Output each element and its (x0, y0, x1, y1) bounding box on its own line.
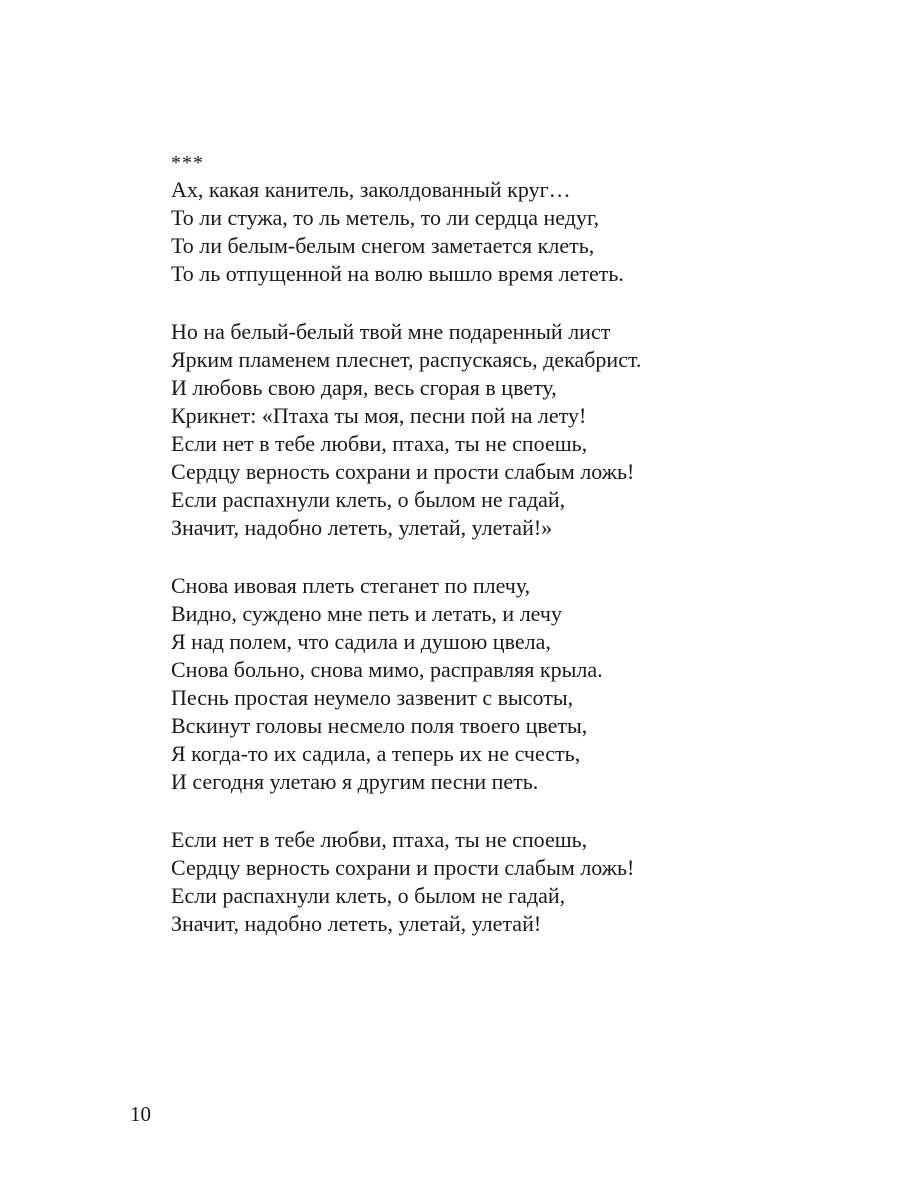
poem-line: Значит, надобно лететь, улетай, улетай! (171, 911, 542, 936)
poem-line: Ах, какая канитель, заколдованный круг… (171, 177, 571, 202)
poem-separator: *** (171, 152, 204, 174)
poem-line: Ярким пламенем плеснет, распускаясь, декабрист. (171, 347, 642, 372)
poem-line: Если распахнули клеть, о былом не гадай, (171, 883, 566, 908)
poem-line: Видно, суждено мне петь и летать, и лечу (171, 601, 562, 626)
poem-line: Я когда-то их садила, а теперь их не счесть, (171, 741, 581, 766)
poem-line: Вскинут головы несмело поля твоего цветы, (171, 713, 588, 738)
poem-line: Значит, надобно лететь, улетай, улетай!» (171, 515, 553, 540)
poem-line: Но на белый-белый твой мне подаренный лист (171, 319, 611, 344)
poem (171, 150, 811, 968)
stanza-4 (171, 826, 811, 938)
stanza-2 (171, 318, 811, 542)
poem-line: Я над полем, что садила и душою цвела, (171, 629, 551, 654)
page-number: 10 (130, 1102, 151, 1126)
poem-line: Если нет в тебе любви, птаха, ты не споешь, (171, 827, 588, 852)
poem-line: И сегодня улетаю я другим песни петь. (171, 769, 539, 794)
poem-line: То ль отпущенной на волю вышло время лететь. (171, 261, 624, 286)
poem-line: Если нет в тебе любви, птаха, ты не споешь, (171, 431, 588, 456)
poem-line: Сердцу верность сохрани и прости слабым ложь! (171, 855, 635, 880)
poem-line: Если распахнули клеть, о былом не гадай, (171, 487, 566, 512)
poem-line: Сердцу верность сохрани и прости слабым ложь! (171, 459, 635, 484)
poem-line: Песнь простая неумело зазвенит с высоты, (171, 685, 574, 710)
poem-line: И любовь свою даря, весь сгорая в цвету, (171, 375, 557, 400)
poem-line: То ли белым-белым снегом заметается клеть, (171, 233, 595, 258)
poem-line: Снова больно, снова мимо, расправляя крыла. (171, 657, 603, 682)
stanza-3 (171, 572, 811, 796)
stanza-1 (171, 176, 811, 288)
poem-line: Снова ивовая плеть стеганет по плечу, (171, 573, 531, 598)
poem-line: То ли стужа, то ль метель, то ли сердца недуг, (171, 205, 600, 230)
poem-line: Крикнет: «Птаха ты моя, песни пой на лету! (171, 403, 587, 428)
